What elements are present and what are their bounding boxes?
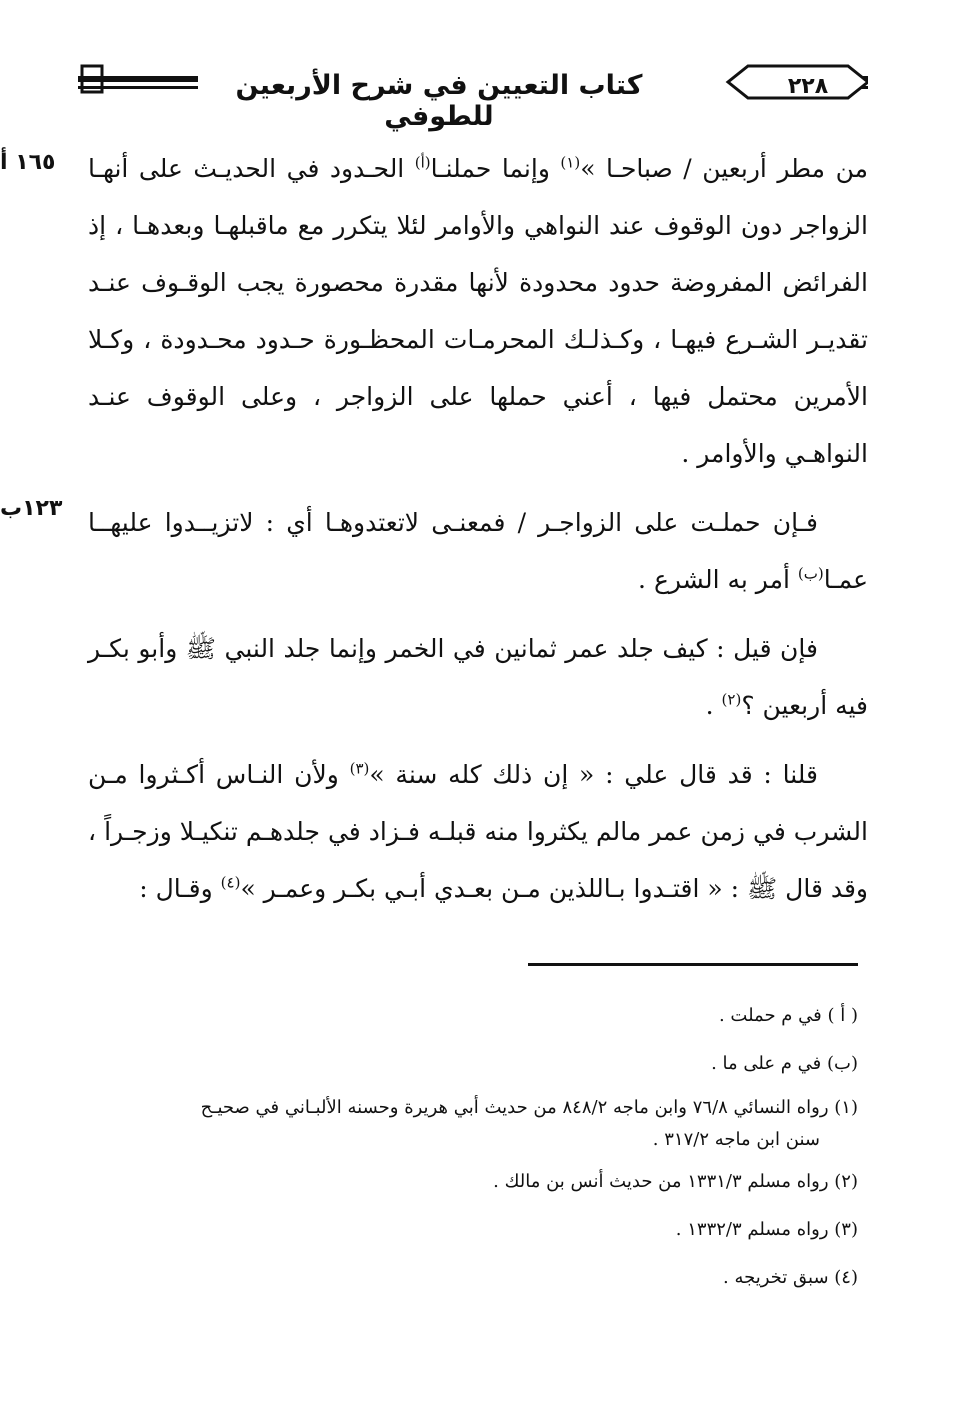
footnote: (٢) رواه مسلم ١٣٣١/٣ من حديث أنس بن مالك . [493, 1171, 858, 1192]
footnote-ref: (٢) [721, 690, 742, 709]
paragraph [88, 494, 868, 608]
footnote-continuation: سنن ابن ماجه ٣١٧/٢ . [652, 1129, 820, 1150]
footnote: (١) رواه النسائي ٧٦/٨ وابن ماجه ٨٤٨/٢ من حديث أبي هريرة وحسنه الألبـاني في صحيـح [200, 1097, 858, 1118]
manuscript-ref-1: ١٦٥ أ [0, 150, 56, 175]
variant-ref: (أ) [414, 153, 431, 172]
text-run: فـإن حملـت على الزواجـر / فمعنـى لاتعتدوهـا أي : لاتزيــدوا عليهــا عمـا [88, 508, 868, 594]
footnote-ref: (١) [560, 153, 581, 172]
text-run: ولأن النـاس أكـثروا مـن الشرب في زمن عمر مالم يكثروا منه قبلـه فـزاد في جلدهـم تنكيـلا وزجـراً ، وقد قال ﷺ : « اقتـدوا بـاللذين مـن بعـدي أبـي بكـر وعمـر » [88, 760, 868, 903]
paragraph [88, 620, 868, 734]
manuscript-ref-2: ١٢٣ب [0, 496, 63, 521]
variant-ref: (ب) [797, 564, 824, 583]
footnote: ( أ ) في م حملت . [718, 1005, 858, 1026]
text-run: فإن قيل : كيف جلد عمر ثمانين في الخمر وإنما جلد النبي ﷺ وأبو بكـر فيه أربعين ؟ [88, 634, 868, 720]
text-run: وقـال : [139, 874, 221, 903]
text-run: أمر به الشرع . [638, 565, 798, 594]
footnote-separator [528, 963, 858, 966]
page-number: ٢٢٨ [787, 74, 829, 99]
main-text [88, 140, 868, 929]
text-run: الحـدود في الحديـث على أنهـا الزواجر دون الوقوف عند النواهي والأوامر لئلا يتكرر مع ماقبلهـا وبعدهـا ، إذ الفرائض المفروضة حدود محدودة لأنها مقدرة محصورة يجب الوقـوف عنـد تقديـر الشـرع فيهـا ، وكـذلـك المحرمـات المحظـورة حـدود محـدودة ، وكـلا الأمرين محتمل فيها ، أعني حملها على الزواجر ، وعلى الوقوف عنـد النواهـي والأوامر . [88, 154, 868, 468]
text-run: من مطر أربعين / صباحـا » [580, 154, 868, 183]
running-header [78, 62, 868, 132]
text-run: قلنا : قد قال علي : « إن ذلك كله سنة » [369, 760, 818, 789]
footnote: (٤) سبق تخريجه . [723, 1267, 858, 1288]
footnotes [88, 992, 858, 1302]
footnote: (٣) رواه مسلم ١٣٣٢/٣ . [675, 1219, 858, 1240]
footnote-ref: (٤) [220, 873, 241, 892]
paragraph [88, 746, 868, 917]
footnote: (ب) في م على ما . [711, 1053, 858, 1074]
paragraph [88, 140, 868, 482]
text-run: وإنما حملنـا [430, 154, 561, 183]
footnote-ref: (٣) [349, 759, 370, 778]
text-run: . [705, 691, 722, 720]
book-title: كتاب التعيين في شرح الأربعين للطوفي [198, 70, 680, 132]
